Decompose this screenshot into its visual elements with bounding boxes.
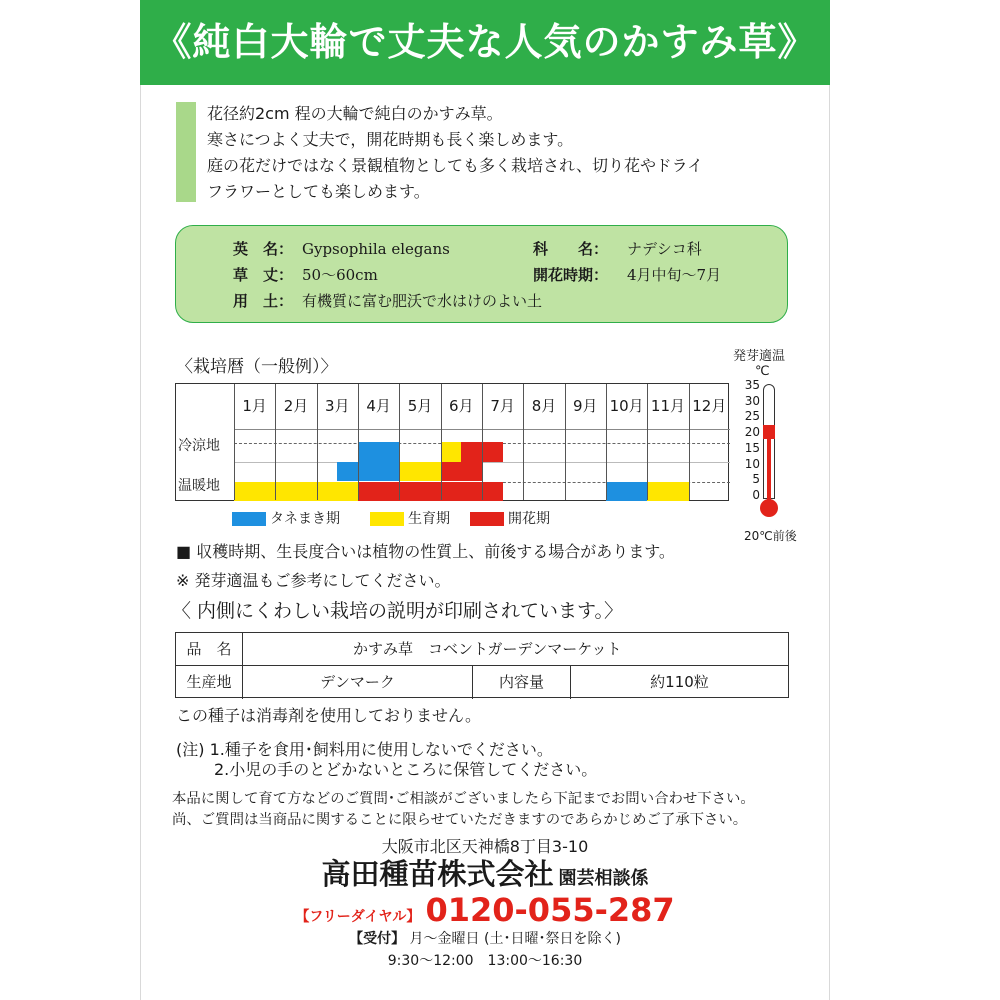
row-label-cool: 冷涼地 [178, 438, 220, 454]
product-spec-table [175, 632, 789, 698]
height-label: 草 丈： [233, 266, 294, 284]
reference-note: ※ 発芽適温もご参考にしてください。 [176, 571, 451, 590]
english-name-value: Gypsophila elegans [302, 240, 450, 258]
calendar-month-label: 12月 [692, 397, 727, 415]
thermometer-tick-label: 25 [744, 409, 760, 424]
thermometer-tick-label: 10 [744, 456, 760, 471]
calendar-title: 〈栽培暦（一般例）〉 [176, 357, 338, 377]
calendar-month-label: 11月 [650, 397, 685, 415]
spec-qty-value: 約110粒 [650, 673, 709, 691]
contact-note-2: 尚、ご質問は当商品に関することに限らせていただきますのであらかじめご了承下さい。 [172, 812, 748, 828]
reception-days-line [140, 928, 830, 948]
caution-note-1: (注) 1.種子を食用･飼料用に使用しないでください。 [176, 740, 553, 759]
calendar-month-label: 7月 [490, 397, 515, 415]
calendar-month-label: 9月 [573, 397, 598, 415]
thermometer-tick-label: 35 [744, 378, 760, 392]
calendar-bar-flowering [441, 462, 482, 481]
description-line: 花径約2cm 程の大輪で純白のかすみ草。 [207, 104, 503, 123]
thermometer-tick-label: 0 [752, 487, 760, 502]
bloom-value: 4月中旬～7月 [627, 266, 722, 284]
cultivation-calendar [175, 383, 729, 501]
description-accent-bar [176, 102, 196, 202]
calendar-bar-growing [441, 442, 462, 462]
reception-days: 月～金曜日 (土･日曜･祭日を除く) [409, 931, 621, 947]
company-address: 大阪市北区天神橋8丁目3-10 [381, 837, 589, 856]
soil-value: 有機質に富む肥沃で水はけのよい土 [302, 292, 543, 310]
thermometer-tick-label: 20 [744, 425, 760, 440]
thermometer-tick-label: 30 [744, 393, 760, 408]
calendar-month-label: 10月 [609, 397, 644, 415]
thermometer-note: 20℃前後 [744, 529, 797, 543]
calendar-month-label: 3月 [325, 397, 350, 415]
legend-label: 生育期 [408, 511, 450, 527]
thermometer-tick-label: 5 [752, 472, 760, 487]
calendar-bar-flowering [358, 482, 503, 501]
legend-sowing [232, 508, 340, 528]
row-label-warm: 温暖地 [178, 478, 220, 494]
calendar-bar-sowing [337, 462, 399, 481]
calendar-bar-sowing [358, 442, 399, 462]
spec-origin-value: デンマーク [243, 666, 473, 699]
legend-flowering [470, 508, 550, 528]
product-banner-title: 《純白大輪で丈夫な人気のかすみ草》 [140, 0, 830, 85]
calendar-month-label: 6月 [449, 397, 474, 415]
description-line: 庭の花だけではなく景観植物としても多く栽培され、切り花やドライ [207, 156, 704, 175]
height-value: 50～60cm [302, 266, 378, 284]
spec-name-label: 品 名 [176, 633, 243, 666]
reception-label: 【受付】 [349, 931, 406, 947]
calendar-bar-sowing [606, 482, 647, 501]
thermometer-title: 発芽適温 [733, 349, 786, 364]
contact-note-1: 本品に関して育て方などのご質問･ご相談がございましたら下記までお問い合わせ下さい。 [172, 791, 755, 807]
legend-swatch-yellow [370, 512, 404, 526]
thermometer-tick-label: 15 [744, 440, 760, 455]
legend-swatch-red [470, 512, 504, 526]
calendar-bar-growing [647, 482, 688, 501]
family-value: ナデシコ科 [627, 240, 702, 258]
calendar-bar-growing [234, 482, 358, 501]
calendar-month-label: 2月 [283, 397, 309, 415]
reception-hours: 9:30～12:00 13:00～16:30 [387, 953, 583, 969]
legend-growing [370, 508, 450, 528]
harvest-note: ■ 収穫時期、生長度合いは植物の性質上、前後する場合があります。 [176, 542, 675, 561]
plant-info-box [175, 225, 788, 323]
inside-note: 〈 内側にくわしい栽培の説明が印刷されています。〉 [172, 600, 624, 622]
disinfect-note: この種子は消毒剤を使用しておりません。 [176, 706, 481, 725]
free-dial-line [140, 892, 830, 928]
thermometer-unit: ℃ [755, 364, 770, 379]
calendar-month-label: 4月 [366, 397, 391, 415]
free-dial-label: 【フリーダイヤル】 [295, 909, 421, 925]
caution-note-2: 2.小児の手のとどかないところに保管してください。 [214, 760, 598, 779]
calendar-month-label: 1月 [242, 397, 267, 415]
english-name-label: 英 名： [233, 240, 294, 258]
company-line [140, 856, 830, 892]
spec-origin-label: 生産地 [176, 666, 243, 699]
description-line: 寒さにつよく丈夫で，開花時期も長く楽しめます。 [207, 130, 574, 149]
thermometer-bulb [760, 499, 778, 517]
company-name: 高田種苗株式会社 [321, 857, 554, 891]
legend-swatch-blue [232, 512, 266, 526]
soil-label: 用 土： [233, 292, 294, 310]
spec-name-value: かすみ草 コベントガーデンマーケット [243, 633, 788, 666]
calendar-month-label: 5月 [407, 397, 433, 415]
thermometer-optimal-mark [763, 425, 775, 439]
description-line: フラワーとしても楽しめます。 [207, 182, 430, 201]
legend-label: タネまき期 [270, 511, 340, 527]
spec-qty-label: 内容量 [473, 666, 571, 699]
company-dept: 園芸相談係 [558, 868, 649, 889]
bloom-label: 開花時期： [533, 266, 609, 284]
description [207, 101, 703, 205]
phone-number[interactable]: 0120-055-287 [425, 891, 675, 929]
calendar-bar-growing [399, 462, 440, 481]
legend-label: 開花期 [508, 511, 550, 527]
calendar-month-label: 8月 [531, 397, 557, 415]
family-label: 科 名： [533, 240, 609, 258]
